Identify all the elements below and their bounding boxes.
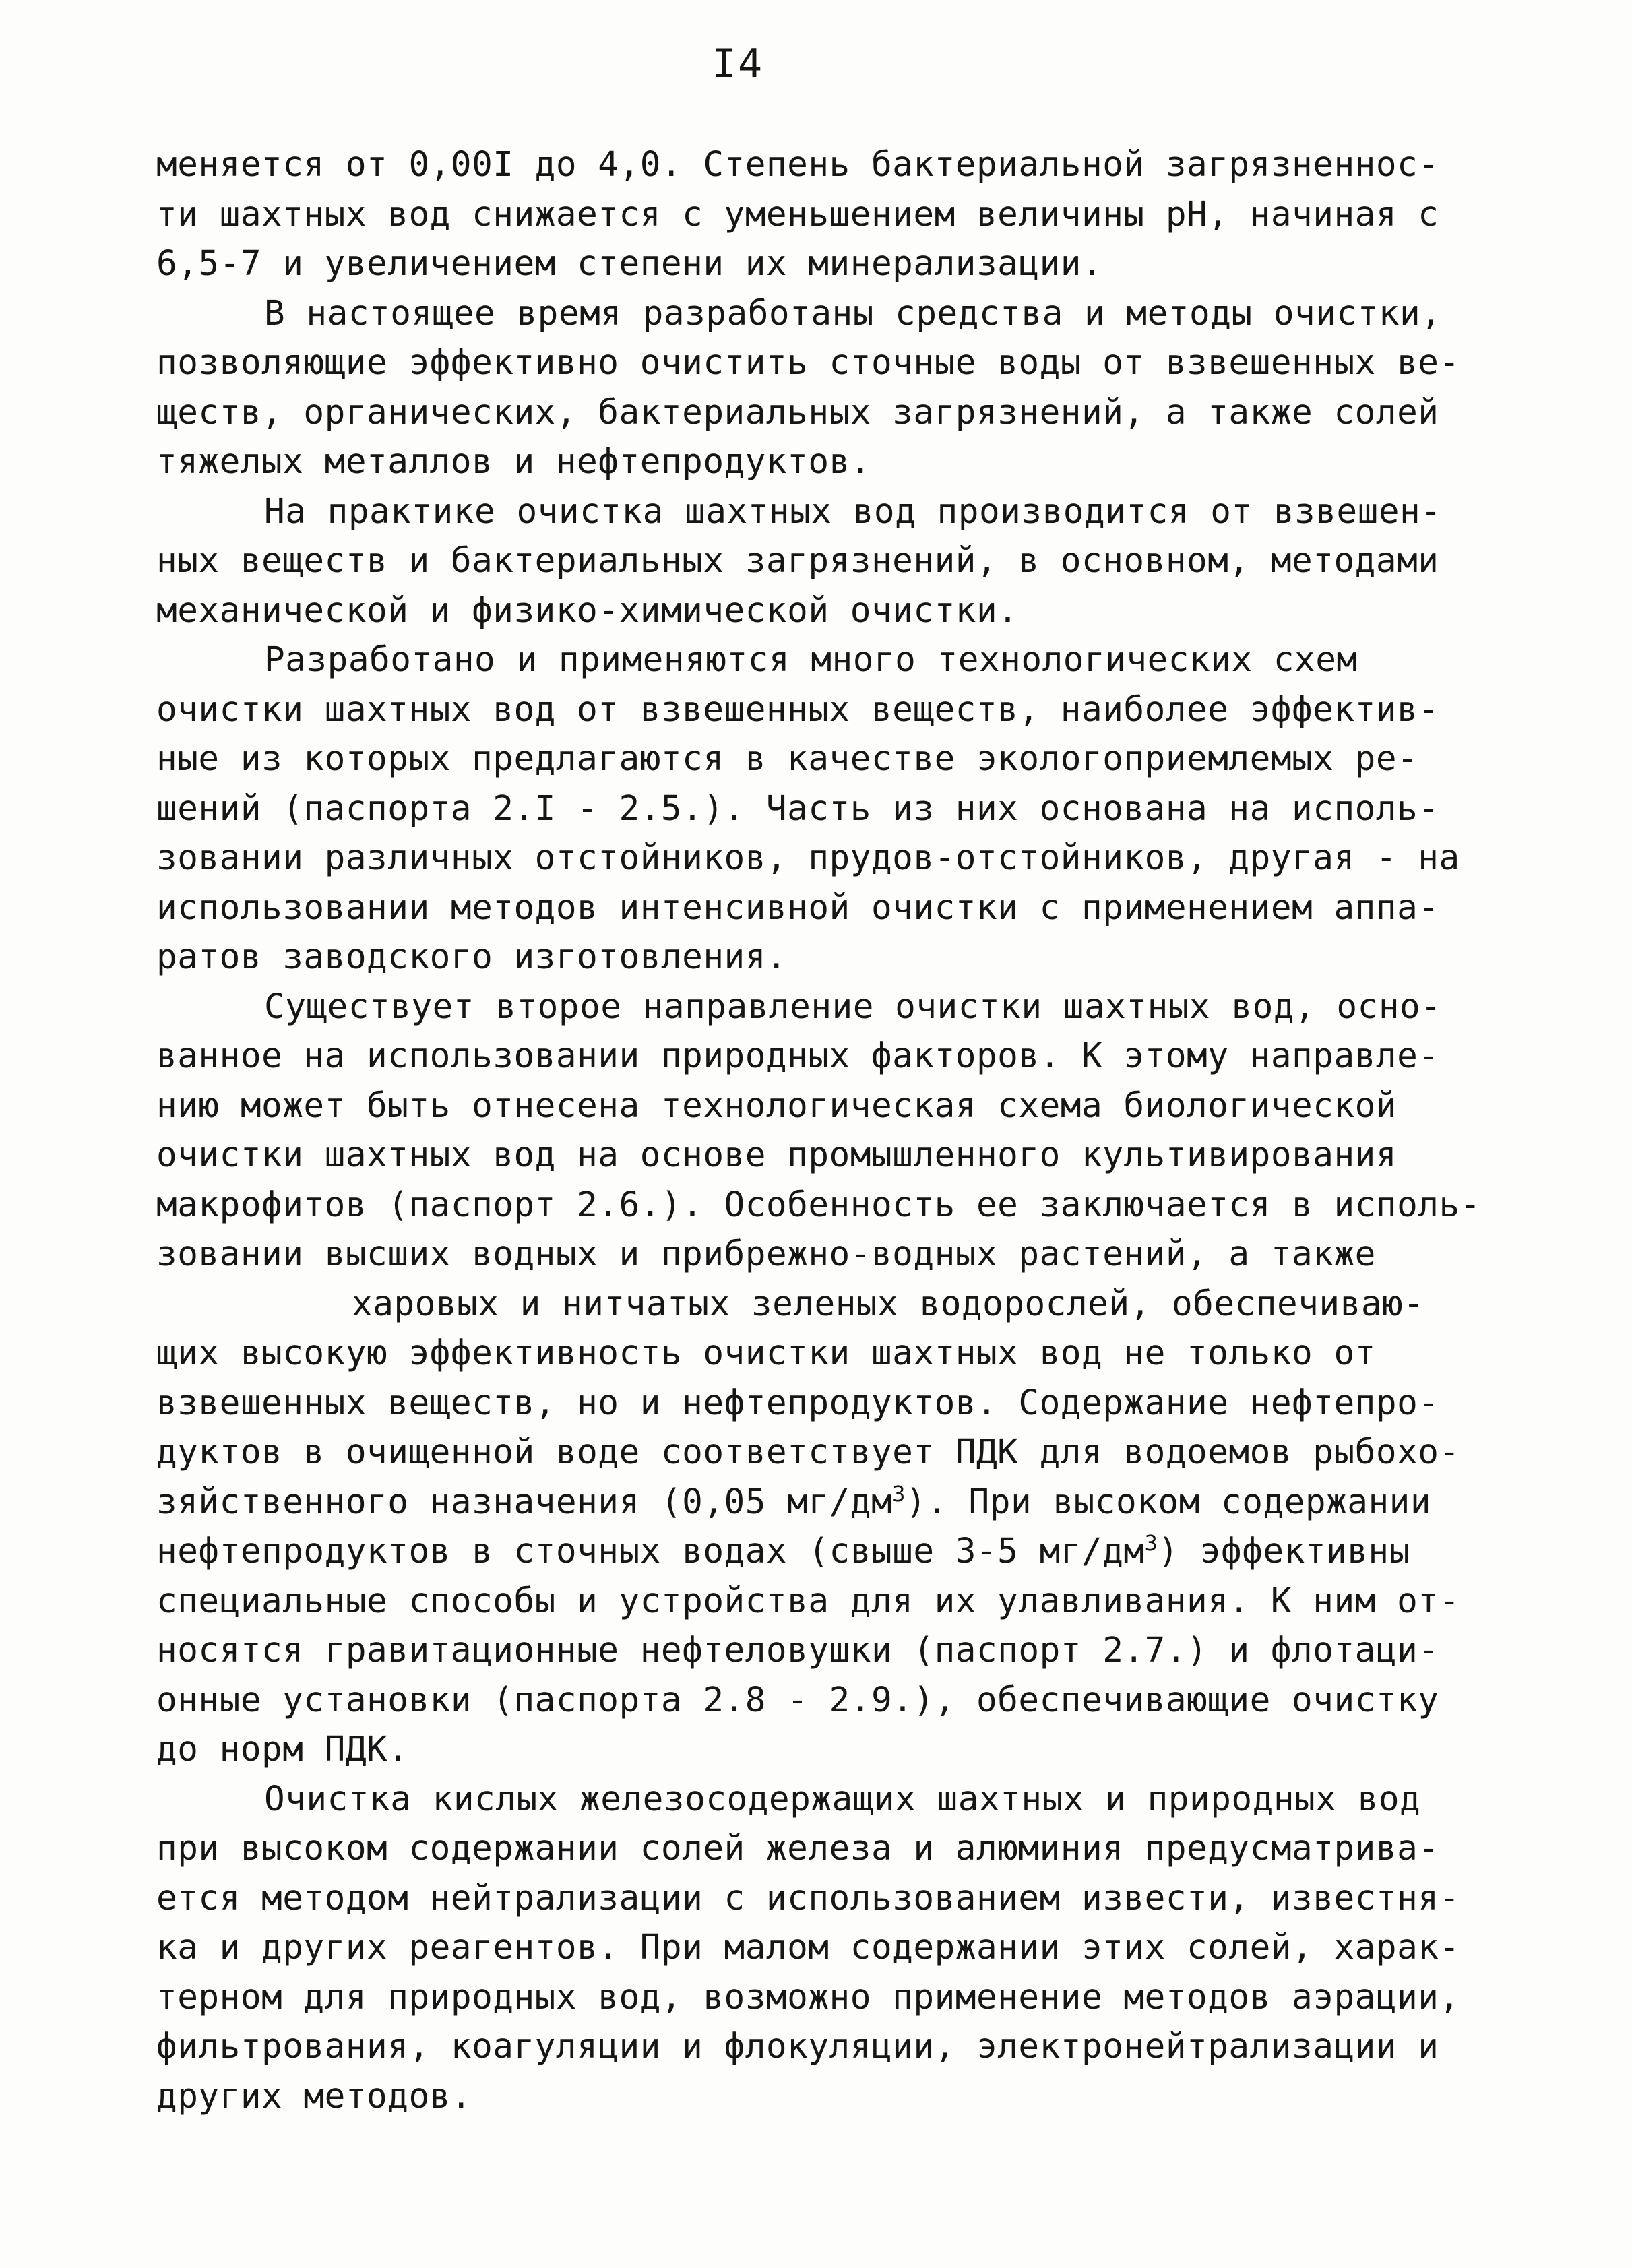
text-line: Разработано и применяются много технологических схем [264, 640, 1358, 680]
text-line: Существует второе направление очистки шахтных вод, осно- [264, 986, 1442, 1027]
text-line: терном для природных вод, возможно применение методов аэрации, [156, 1977, 1460, 2017]
text-line: ти шахтных вод снижается с уменьшением величины pH, начиная с [156, 194, 1439, 234]
text-line: ка и других реагентов. При малом содержании этих солей, харак- [156, 1928, 1460, 1967]
text-segment: нефтепродуктов в сточных водах (свыше 3-5 мг/дм [156, 1532, 1145, 1571]
text-line: меняется от 0,00I до 4,0. Степень бактериальной загрязненнос- [156, 145, 1439, 185]
text-line: В настоящее время разработаны средства и методы очистки, [264, 293, 1442, 334]
paragraph-4 [156, 635, 1504, 982]
text-line: дуктов в очищенной воде соответствует ПДК для водоемов рыбохо- [156, 1432, 1460, 1472]
paragraph-2 [156, 289, 1504, 487]
text-line: очистки шахтных вод на основе промышленного культивирования [156, 1135, 1398, 1175]
text-line: ных веществ и бактериальных загрязнений, в основном, методами [156, 541, 1439, 581]
text-line: Очистка кислых железосодержащих шахтных и природных вод [264, 1779, 1421, 1819]
text-line: онные установки (паспорта 2.8 - 2.9.), обеспечивающие очистку [156, 1680, 1439, 1720]
body-text [156, 140, 1504, 2121]
text-line: щих высокую эффективность очистки шахтных вод не только от [156, 1333, 1376, 1373]
text-line: при высоком содержании солей железа и алюминия предусматрива- [156, 1829, 1439, 1868]
paragraph-6 [156, 1775, 1504, 2122]
text-line: механической и физико-химической очистки. [156, 590, 1019, 631]
text-line: взвешенных веществ, но и нефтепродуктов. Содержание нефтепро- [156, 1383, 1439, 1423]
text-line: харовых и нитчатых зеленых водорослей, обеспечиваю- [352, 1284, 1424, 1324]
text-line: использовании методов интенсивной очистки с применением аппа- [156, 887, 1439, 928]
text-segment: ) эффективны [1158, 1532, 1410, 1571]
text-line: зовании различных отстойников, прудов-отстойников, другая - на [156, 838, 1460, 878]
text-line-with-superscript [156, 1478, 1504, 1527]
text-line: шений (паспорта 2.I - 2.5.). Часть из них основана на исполь- [156, 788, 1439, 829]
paragraph-1 [156, 140, 1504, 289]
page-number: I4 [712, 40, 764, 88]
text-line: ратов заводского изготовления. [156, 937, 788, 977]
text-line: 6,5-7 и увеличением степени их минерализации. [156, 244, 1103, 284]
text-line: специальные способы и устройства для их улавливания. К ним от- [156, 1581, 1460, 1621]
text-segment: ). При высоком содержании [905, 1482, 1432, 1522]
text-line: других методов. [156, 2076, 472, 2116]
superscript: 3 [1144, 1530, 1158, 1556]
text-line: нию может быть отнесена технологическая схема биологической [156, 1085, 1398, 1126]
superscript: 3 [892, 1480, 906, 1507]
text-line: ется методом нейтрализации с использованием извести, известня- [156, 1878, 1460, 1918]
text-line: ные из которых предлагаются в качестве экологоприемлемых ре- [156, 739, 1418, 779]
paragraph-3 [156, 487, 1504, 636]
text-line: очистки шахтных вод от взвешенных веществ, наиболее эффектив- [156, 689, 1439, 730]
text-line: ванное на использовании природных факторов. К этому направле- [156, 1036, 1439, 1076]
paragraph-5 [156, 982, 1504, 1775]
text-line: тяжелых металлов и нефтепродуктов. [156, 442, 871, 482]
text-line: На практике очистка шахтных вод производится от взвешен- [264, 491, 1442, 532]
text-line: носятся гравитационные нефтеловушки (паспорт 2.7.) и флотаци- [156, 1631, 1439, 1670]
text-line: ществ, органических, бактериальных загрязнений, а также солей [156, 392, 1439, 433]
text-line-with-superscript [156, 1527, 1504, 1577]
text-line: зовании высших водных и прибрежно-водных растений, а также [156, 1234, 1376, 1274]
text-line: макрофитов (паспорт 2.6.). Особенность ее заключается в исполь- [156, 1185, 1481, 1225]
text-line: позволяющие эффективно очистить сточные воды от взвешенных ве- [156, 343, 1460, 383]
text-line: до норм ПДК. [156, 1730, 409, 1769]
text-line: фильтрования, коагуляции и флокуляции, электронейтрализации и [156, 2027, 1439, 2067]
text-segment: зяйственного назначения (0,05 мг/дм [156, 1482, 893, 1522]
